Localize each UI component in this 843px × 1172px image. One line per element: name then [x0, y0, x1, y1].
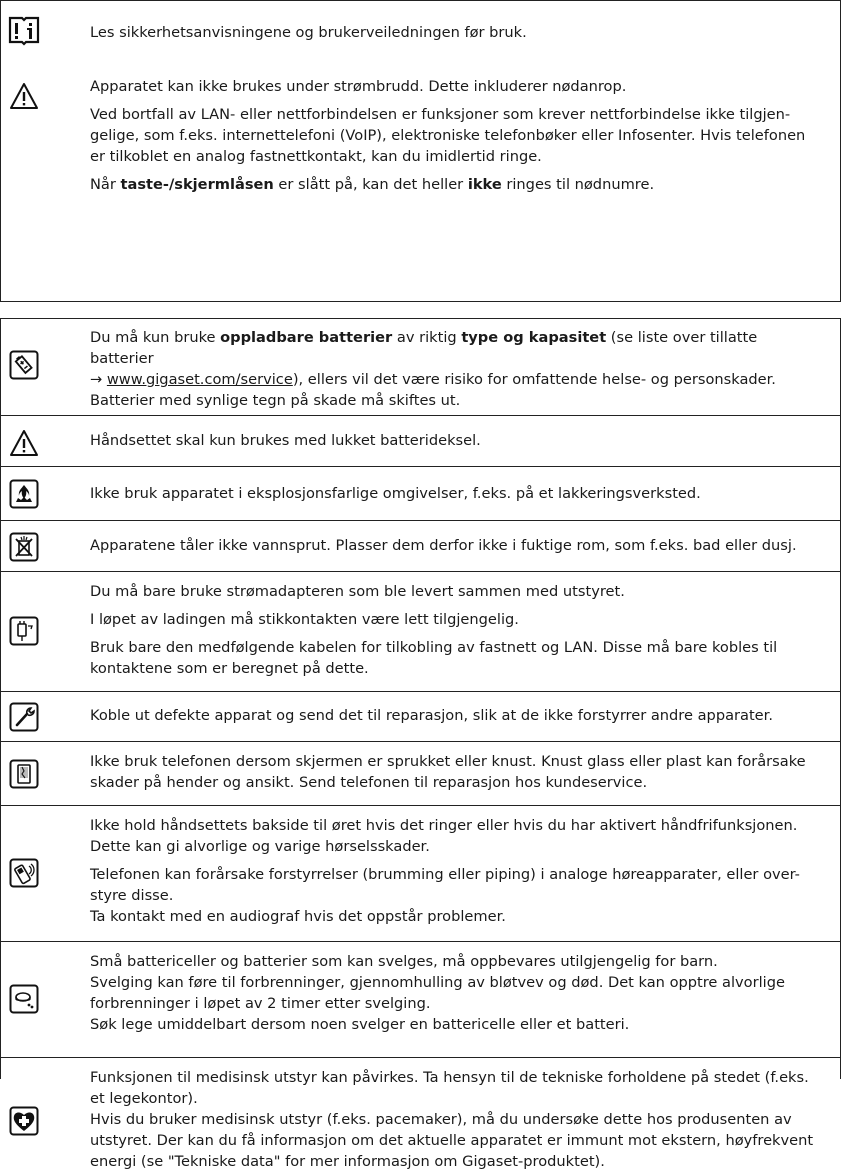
broken-screen-icon [9, 759, 39, 789]
battery-cover-row [1, 415, 840, 467]
power-adapter-text [90, 581, 822, 679]
hearing-damage-icon [9, 858, 39, 888]
battery-cells-row [1, 941, 840, 1058]
cells-p1: Små battericeller og batterier som kan svelges, må oppbevares utilgjengelig for barn. [90, 953, 718, 970]
power-adapter-row [1, 571, 840, 692]
screen-text: Ikke bruk telefonen dersom skjermen er sprukket eller knust. Knust glass eller plast kan forårsake skader på hender og ansikt. Send telefonen til reparasjon hos kundeservice. [90, 753, 806, 791]
medical-device-icon [9, 1106, 39, 1136]
water-row [1, 520, 840, 572]
read-manual-text: Les sikkerhetsanvisningene og brukerveiledningen før bruk. [90, 24, 527, 41]
warning-icon [9, 81, 39, 111]
hearing-row [1, 805, 840, 942]
lan-outage-text: Ved bortfall av LAN- eller nettforbindelsen er funksjoner som krever nettforbindelse ikke tilgjen-gelige, som f.eks. internettelefoni (VoIP), elektroniske telefonbøker eller Infosenter. Hvis telefonen er tilkoblet en analog fastnettkontakt, kan du imidlertid ringe. [90, 106, 806, 165]
no-water-icon [9, 532, 39, 562]
hearing-p1: Ikke hold håndsettets bakside til øret hvis det ringer eller hvis du har aktivert håndfrifunksjonen. Dette kan gi alvorlige og varige hørselsskader. [90, 817, 798, 855]
cells-text [90, 951, 822, 1035]
safety-list-box [0, 318, 841, 1170]
hearing-p3: Ta kontakt med en audiograf hvis det oppstår problemer. [90, 908, 506, 925]
arrow-icon: → [90, 371, 103, 388]
power-adapter-p2: I løpet av ladingen må stikkontakten være lett tilgjengelig. [90, 611, 519, 628]
cells-p2: Svelging kan føre til forbrenninger, gjennomhulling av bløtvev og død. Det kan opptre alvorlige forbrenninger i løpet av 2 timer etter svelging. [90, 974, 785, 1012]
medical-text [90, 1067, 822, 1172]
keylock-text: Når taste-/skjermlåsen er slått på, kan det heller ikke ringes til nødnumre. [90, 176, 655, 193]
cells-p3: Søk lege umiddelbart dersom noen svelger en battericelle eller et batteri. [90, 1016, 630, 1033]
power-outage-warning [90, 76, 822, 195]
medical-row [1, 1057, 840, 1170]
repair-text: Koble ut defekte apparat og send det til reparasjon, slik at de ikke forstyrrer andre apparater. [90, 707, 773, 724]
power-adapter-p1: Du må bare bruke strømadapteren som ble levert sammen med utstyret. [90, 583, 625, 600]
broken-screen-row [1, 741, 840, 806]
explosion-row [1, 466, 840, 521]
hearing-text [90, 815, 822, 927]
cover-text: Håndsettet skal kun brukes med lukket batterideksel. [90, 432, 481, 449]
warning-icon [9, 428, 39, 458]
battery-row [1, 319, 840, 415]
power-adapter-icon [9, 616, 39, 646]
power-adapter-p3: Bruk bare den medfølgende kabelen for tilkobling av fastnett og LAN. Disse må bare kobles til kontaktene som er beregnet på dette. [90, 639, 778, 677]
battery-paragraph: Du må kun bruke oppladbare batterier av riktig type og kapasitet (se liste over tillatte batterier → www.gigaset.com/service), ellers vil det være risiko for omfattende helse- og personskader. Batterier med synlige tegn på skade må skiftes ut. [90, 329, 776, 409]
read-manual-icon [7, 14, 41, 48]
battery-text [90, 327, 822, 411]
button-cell-icon [9, 984, 39, 1014]
rechargeable-battery-icon [9, 350, 39, 380]
medical-p2: Hvis du bruker medisinsk utstyr (f.eks. pacemaker), må du undersøke dette hos produsenten av utstyret. Der kan du få informasjon om det aktuelle apparatet er immunt mot ekstern, høyfrekvent energi (se "Tekniske data" for mer informasjon om Gigaset-produktet). [90, 1111, 814, 1170]
explosion-hazard-icon [9, 479, 39, 509]
explosion-text: Ikke bruk apparatet i eksplosjonsfarlige omgivelser, f.eks. på et lakkeringsverksted. [90, 485, 701, 502]
service-link[interactable]: www.gigaset.com/service [106, 371, 293, 388]
medical-p1: Funksjonen til medisinsk utstyr kan påvirkes. Ta hensyn til de tekniske forholdene på stedet (f.eks. et legekontor). [90, 1069, 809, 1107]
repair-row [1, 691, 840, 742]
power-outage-text: Apparatet kan ikke brukes under strømbrudd. Dette inkluderer nødanrop. [90, 78, 627, 95]
general-warnings-box [0, 0, 841, 302]
hearing-p2: Telefonen kan forårsake forstyrrelser (brumming eller piping) i analoge høreapparater, eller over-styre disse. [90, 866, 800, 904]
water-text: Apparatene tåler ikke vannsprut. Plasser dem derfor ikke i fuktige rom, som f.eks. bad eller dusj. [90, 537, 797, 554]
wrench-icon [9, 702, 39, 732]
